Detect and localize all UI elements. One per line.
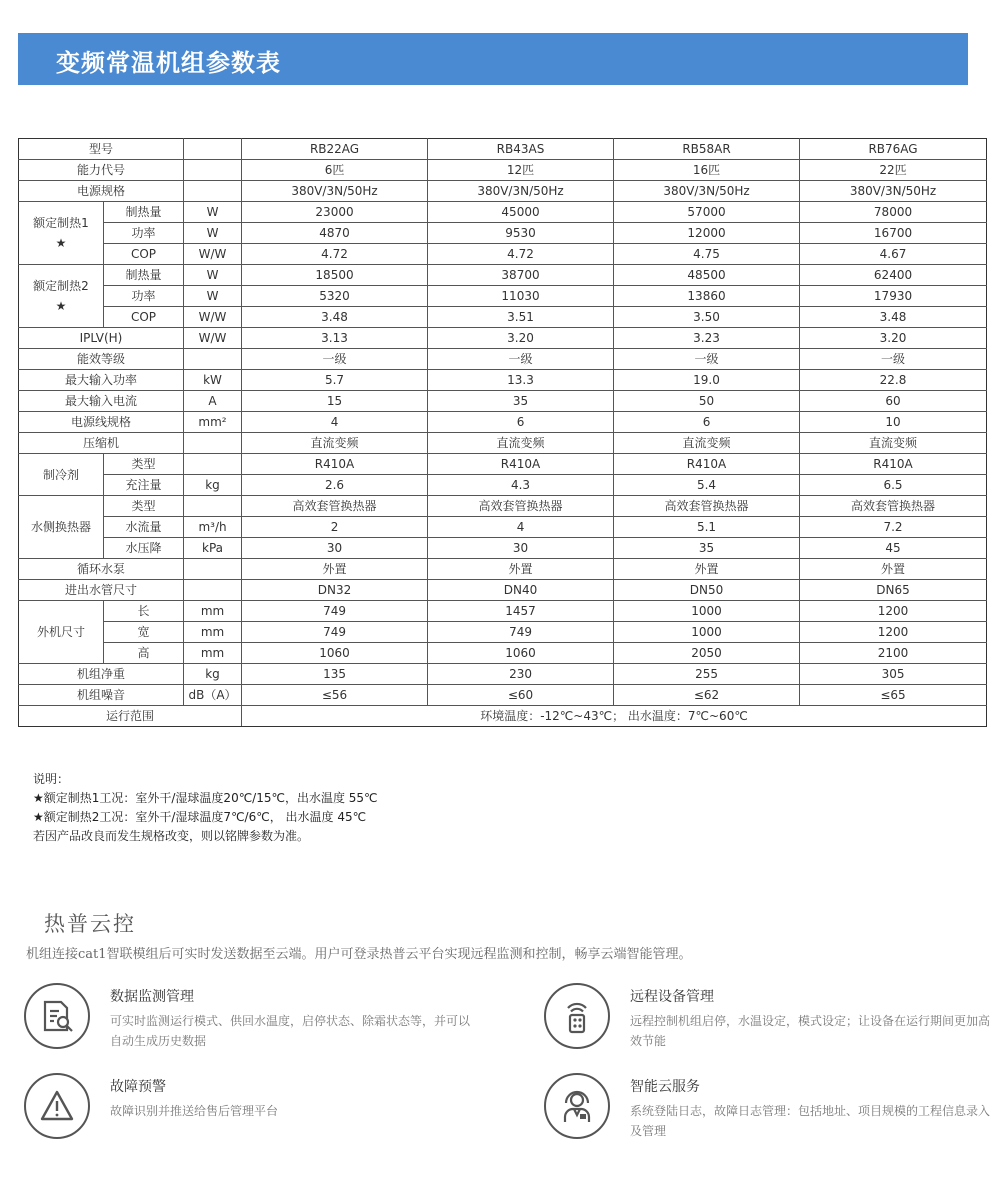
unit-cell: dB（A） [184, 685, 242, 706]
table-row [19, 601, 987, 622]
table-row [19, 202, 987, 223]
row-label-cell: 能力代号 [19, 160, 184, 181]
unit-cell [184, 433, 242, 454]
notes [33, 770, 378, 846]
table-row [19, 643, 987, 664]
unit-cell: W [184, 265, 242, 286]
table-row [19, 538, 987, 559]
feature-title: 远程设备管理 [630, 989, 714, 1005]
value-cell: 高效套管换热器 [800, 496, 987, 517]
value-cell: 9530 [428, 223, 614, 244]
value-cell: ≤60 [428, 685, 614, 706]
value-cell: 3.13 [242, 328, 428, 349]
table-row [19, 370, 987, 391]
value-cell: 13860 [614, 286, 800, 307]
row-label-cell: 电源规格 [19, 181, 184, 202]
value-cell: 17930 [800, 286, 987, 307]
value-cell: 3.50 [614, 307, 800, 328]
table-row [19, 286, 987, 307]
group-label-cell: 制冷剂 [19, 454, 104, 496]
value-cell: 4.75 [614, 244, 800, 265]
value-cell: 3.48 [242, 307, 428, 328]
value-cell: 外置 [242, 559, 428, 580]
value-cell: 19.0 [614, 370, 800, 391]
value-cell: DN65 [800, 580, 987, 601]
value-cell: 12匹 [428, 160, 614, 181]
row-label-cell: 循环水泵 [19, 559, 184, 580]
unit-cell: kg [184, 664, 242, 685]
value-cell: 直流变频 [242, 433, 428, 454]
group-label-cell: 外机尺寸 [19, 601, 104, 664]
table-row [19, 349, 987, 370]
value-cell: 62400 [800, 265, 987, 286]
row-label-cell: 长 [104, 601, 184, 622]
row-label-cell: COP [104, 307, 184, 328]
value-cell: 1060 [428, 643, 614, 664]
value-cell: 6 [428, 412, 614, 433]
value-cell: 380V/3N/50Hz [614, 181, 800, 202]
value-cell: 22.8 [800, 370, 987, 391]
value-cell: 一级 [614, 349, 800, 370]
value-cell: 4 [242, 412, 428, 433]
feature-title: 故障预警 [110, 1079, 166, 1095]
row-label-cell: 宽 [104, 622, 184, 643]
row-label-cell: 水流量 [104, 517, 184, 538]
table-row [19, 559, 987, 580]
table-row [19, 517, 987, 538]
value-cell: 一级 [242, 349, 428, 370]
table-row [19, 181, 987, 202]
value-cell: 38700 [428, 265, 614, 286]
value-cell: R410A [614, 454, 800, 475]
group-label-cell: 水侧换热器 [19, 496, 104, 559]
value-cell: 15 [242, 391, 428, 412]
value-cell: 外置 [800, 559, 987, 580]
table-row [19, 307, 987, 328]
spec-table-body [19, 139, 987, 727]
unit-cell: mm [184, 643, 242, 664]
value-cell: R410A [242, 454, 428, 475]
value-cell: RB76AG [800, 139, 987, 160]
value-cell: 4870 [242, 223, 428, 244]
row-label-cell: IPLV(H) [19, 328, 184, 349]
warning-triangle-icon [24, 1073, 90, 1139]
row-label-cell: 机组噪音 [19, 685, 184, 706]
value-cell: 2 [242, 517, 428, 538]
unit-cell: W/W [184, 307, 242, 328]
value-cell: ≤62 [614, 685, 800, 706]
cloud-section-description: 机组连接cat1智联模组后可实时发送数据至云端。用户可登录热普云平台实现远程监测和控制，畅享云端智能管理。 [26, 947, 692, 962]
note-line-1: ★额定制热1工况：室外干/湿球温度20℃/15℃，出水温度 55℃ [33, 791, 378, 805]
value-cell: 16700 [800, 223, 987, 244]
report-search-icon [24, 983, 90, 1049]
unit-cell: W/W [184, 328, 242, 349]
value-cell: 5320 [242, 286, 428, 307]
value-cell: 57000 [614, 202, 800, 223]
unit-cell: mm [184, 601, 242, 622]
value-cell: 11030 [428, 286, 614, 307]
row-label-cell: 型号 [19, 139, 184, 160]
unit-cell [184, 139, 242, 160]
value-cell: 3.20 [800, 328, 987, 349]
value-cell: 380V/3N/50Hz [428, 181, 614, 202]
merged-value-cell: 环境温度：-12℃~43℃； 出水温度：7℃~60℃ [242, 706, 987, 727]
note-line-3: 若因产品改良而发生规格改变，则以铭牌参数为准。 [33, 829, 310, 843]
value-cell: 2100 [800, 643, 987, 664]
row-label-cell: 能效等级 [19, 349, 184, 370]
feature-text: 系统登陆日志，故障日志管理：包括地址、项目规模的工程信息录入及管理 [630, 1104, 991, 1138]
unit-cell [184, 160, 242, 181]
value-cell: 6 [614, 412, 800, 433]
service-agent-icon [544, 1073, 610, 1139]
value-cell: 749 [242, 601, 428, 622]
unit-cell: kPa [184, 538, 242, 559]
group-label-cell: 额定制热2 ★ [19, 265, 104, 328]
value-cell: 35 [614, 538, 800, 559]
unit-cell [184, 559, 242, 580]
page-title: 变频常温机组参数表 [56, 49, 281, 77]
value-cell: 4 [428, 517, 614, 538]
value-cell: 48500 [614, 265, 800, 286]
value-cell: 18500 [242, 265, 428, 286]
value-cell: 2050 [614, 643, 800, 664]
unit-cell: W [184, 202, 242, 223]
value-cell: 749 [428, 622, 614, 643]
table-row [19, 412, 987, 433]
value-cell: 255 [614, 664, 800, 685]
value-cell: 直流变频 [614, 433, 800, 454]
table-row [19, 139, 987, 160]
group-label-cell: 额定制热1 ★ [19, 202, 104, 265]
value-cell: 749 [242, 622, 428, 643]
table-row [19, 328, 987, 349]
value-cell: DN40 [428, 580, 614, 601]
table-row [19, 685, 987, 706]
value-cell: 22匹 [800, 160, 987, 181]
row-label-cell: 机组净重 [19, 664, 184, 685]
value-cell: 305 [800, 664, 987, 685]
value-cell: 1200 [800, 601, 987, 622]
feature-text: 故障识别并推送给售后管理平台 [110, 1104, 279, 1118]
row-label-cell: 电源线规格 [19, 412, 184, 433]
value-cell: 1000 [614, 622, 800, 643]
feature-text: 可实时监测运行模式、供回水温度，启停状态、除霜状态等，并可以自动生成历史数据 [110, 1014, 471, 1048]
row-label-cell: 制热量 [104, 202, 184, 223]
value-cell: 外置 [614, 559, 800, 580]
value-cell: 10 [800, 412, 987, 433]
value-cell: 5.1 [614, 517, 800, 538]
value-cell: 23000 [242, 202, 428, 223]
value-cell: 6匹 [242, 160, 428, 181]
row-label-cell: 功率 [104, 286, 184, 307]
value-cell: R410A [800, 454, 987, 475]
row-label-cell: 功率 [104, 223, 184, 244]
unit-cell: W [184, 286, 242, 307]
value-cell: 2.6 [242, 475, 428, 496]
title-banner [18, 33, 968, 85]
notes-heading: 说明： [33, 772, 70, 786]
table-row [19, 244, 987, 265]
row-label-cell: 制热量 [104, 265, 184, 286]
row-label-cell: 高 [104, 643, 184, 664]
value-cell: RB43AS [428, 139, 614, 160]
unit-cell: mm [184, 622, 242, 643]
value-cell: 高效套管换热器 [242, 496, 428, 517]
value-cell: 7.2 [800, 517, 987, 538]
value-cell: 30 [428, 538, 614, 559]
feature-title: 数据监测管理 [110, 989, 194, 1005]
row-label-cell: 进出水管尺寸 [19, 580, 184, 601]
value-cell: 1000 [614, 601, 800, 622]
row-label-cell: 运行范围 [19, 706, 242, 727]
value-cell: RB58AR [614, 139, 800, 160]
value-cell: 直流变频 [800, 433, 987, 454]
value-cell: 直流变频 [428, 433, 614, 454]
value-cell: 135 [242, 664, 428, 685]
row-label-cell: 最大输入功率 [19, 370, 184, 391]
table-row [19, 160, 987, 181]
value-cell: 4.72 [242, 244, 428, 265]
unit-cell: A [184, 391, 242, 412]
table-row [19, 391, 987, 412]
value-cell: 5.4 [614, 475, 800, 496]
table-row [19, 622, 987, 643]
value-cell: 3.48 [800, 307, 987, 328]
row-label-cell: 类型 [104, 496, 184, 517]
value-cell: 外置 [428, 559, 614, 580]
value-cell: R410A [428, 454, 614, 475]
value-cell: 一级 [800, 349, 987, 370]
value-cell: 高效套管换热器 [428, 496, 614, 517]
spec-table [18, 138, 987, 727]
table-row [19, 580, 987, 601]
unit-cell: mm² [184, 412, 242, 433]
value-cell: 高效套管换热器 [614, 496, 800, 517]
value-cell: 3.51 [428, 307, 614, 328]
value-cell: 4.67 [800, 244, 987, 265]
value-cell: 6.5 [800, 475, 987, 496]
row-label-cell: COP [104, 244, 184, 265]
value-cell: 3.23 [614, 328, 800, 349]
unit-cell [184, 181, 242, 202]
value-cell: 35 [428, 391, 614, 412]
value-cell: 16匹 [614, 160, 800, 181]
table-row [19, 265, 987, 286]
row-label-cell: 压缩机 [19, 433, 184, 454]
value-cell: 4.3 [428, 475, 614, 496]
unit-cell: W [184, 223, 242, 244]
value-cell: RB22AG [242, 139, 428, 160]
unit-cell: kW [184, 370, 242, 391]
value-cell: 78000 [800, 202, 987, 223]
value-cell: 5.7 [242, 370, 428, 391]
unit-cell [184, 496, 242, 517]
value-cell: 1060 [242, 643, 428, 664]
table-row [19, 496, 987, 517]
table-row [19, 706, 987, 727]
feature-title: 智能云服务 [630, 1079, 700, 1095]
value-cell: 45 [800, 538, 987, 559]
row-label-cell: 水压降 [104, 538, 184, 559]
value-cell: 1457 [428, 601, 614, 622]
remote-control-icon [544, 983, 610, 1049]
value-cell: 12000 [614, 223, 800, 244]
note-line-2: ★额定制热2工况：室外干/湿球温度7℃/6℃， 出水温度 45℃ [33, 810, 367, 824]
value-cell: 50 [614, 391, 800, 412]
cloud-section-title: 热普云控 [44, 912, 136, 936]
table-row [19, 475, 987, 496]
row-label-cell: 充注量 [104, 475, 184, 496]
feature-text: 远程控制机组启停，水温设定，模式设定；让设备在运行期间更加高效节能 [630, 1014, 991, 1048]
unit-cell [184, 454, 242, 475]
value-cell: 30 [242, 538, 428, 559]
value-cell: 60 [800, 391, 987, 412]
table-row [19, 454, 987, 475]
row-label-cell: 最大输入电流 [19, 391, 184, 412]
value-cell: 1200 [800, 622, 987, 643]
value-cell: 一级 [428, 349, 614, 370]
unit-cell: kg [184, 475, 242, 496]
value-cell: DN50 [614, 580, 800, 601]
value-cell: 380V/3N/50Hz [800, 181, 987, 202]
value-cell: ≤56 [242, 685, 428, 706]
value-cell: 230 [428, 664, 614, 685]
value-cell: DN32 [242, 580, 428, 601]
value-cell: 45000 [428, 202, 614, 223]
unit-cell: m³/h [184, 517, 242, 538]
value-cell: 380V/3N/50Hz [242, 181, 428, 202]
table-row [19, 433, 987, 454]
unit-cell: W/W [184, 244, 242, 265]
value-cell: 4.72 [428, 244, 614, 265]
value-cell: ≤65 [800, 685, 987, 706]
table-row [19, 664, 987, 685]
unit-cell [184, 580, 242, 601]
row-label-cell: 类型 [104, 454, 184, 475]
value-cell: 3.20 [428, 328, 614, 349]
value-cell: 13.3 [428, 370, 614, 391]
table-row [19, 223, 987, 244]
unit-cell [184, 349, 242, 370]
